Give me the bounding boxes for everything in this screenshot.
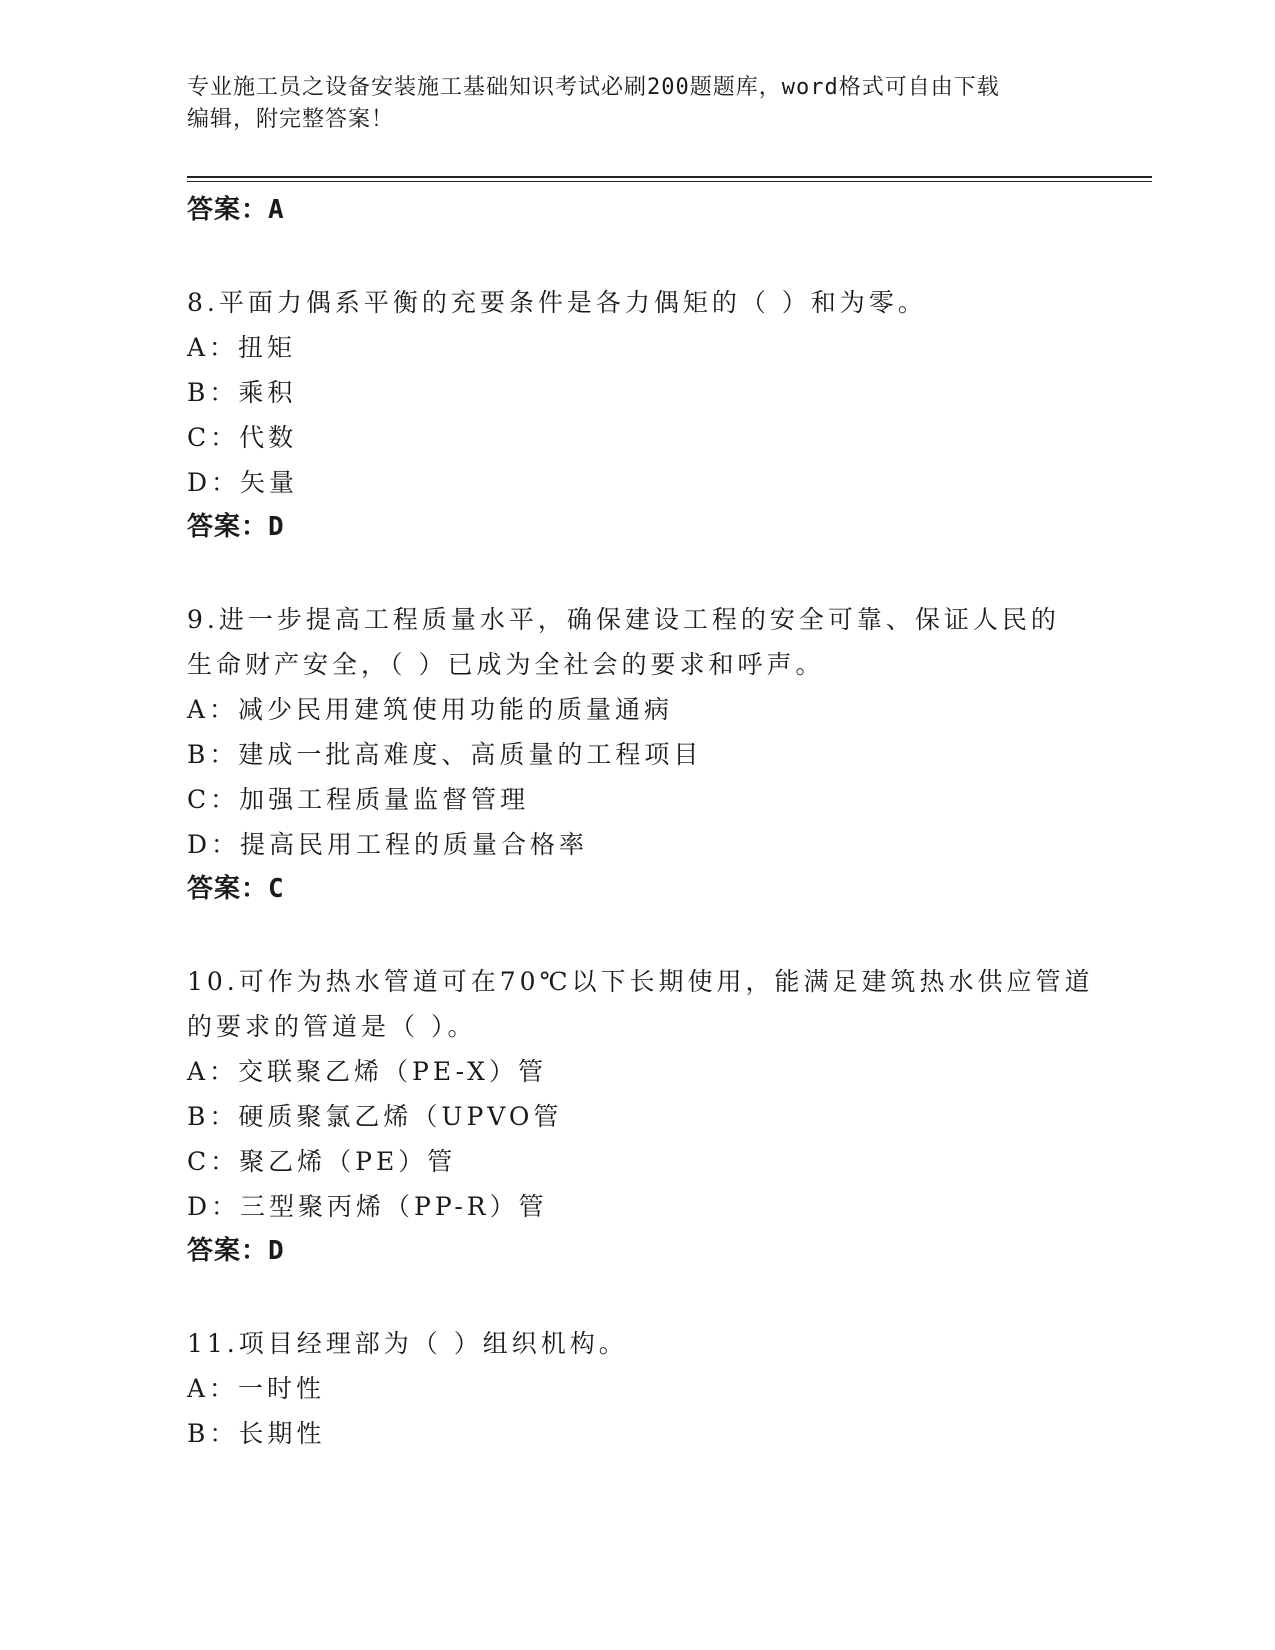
option-c: C：聚乙烯（PE）管 (187, 1147, 457, 1176)
option-a: A：一时性 (187, 1374, 326, 1403)
option-d: D：三型聚丙烯（PP-R）管 (187, 1192, 548, 1221)
question-11 (187, 1321, 1087, 1456)
header-line-2: 编辑，附完整答案！ (187, 107, 395, 132)
question-8 (187, 280, 1087, 550)
header-line-1: 专业施工员之设备安装施工基础知识考试必刷200题题库，word格式可自由下载 (187, 75, 1000, 100)
question-text-continued: 的要求的管道是（ ）。 (187, 1012, 477, 1041)
spacer (187, 233, 1087, 280)
question-text: 10.可作为热水管道可在70℃以下长期使用，能满足建筑热水供应管道 (187, 967, 1094, 996)
option-c: C：代数 (187, 423, 298, 452)
question-9 (187, 597, 1087, 912)
document-header (187, 72, 1067, 136)
answer-line: 答案：C (187, 874, 285, 904)
question-text: 11.项目经理部为（ ）组织机构。 (187, 1329, 628, 1358)
question-10 (187, 959, 1094, 1274)
question-text: 8.平面力偶系平衡的充要条件是各力偶矩的（ ）和为零。 (187, 288, 927, 317)
option-b: B：建成一批高难度、高质量的工程项目 (187, 740, 703, 769)
spacer (187, 1274, 1087, 1321)
header-rule-thin (187, 181, 1152, 182)
question-text-continued: 生命财产安全，（ ）已成为全社会的要求和呼声。 (187, 650, 825, 679)
option-b: B：乘积 (187, 378, 297, 407)
header-rule-thick (187, 176, 1152, 178)
option-a: A：交联聚乙烯（PE-X）管 (187, 1057, 547, 1086)
option-d: D：矢量 (187, 468, 299, 497)
spacer (187, 912, 1087, 959)
document-body (187, 188, 1094, 1456)
spacer (187, 550, 1087, 597)
option-a: A：减少民用建筑使用功能的质量通病 (187, 695, 674, 724)
answer-line: 答案：D (187, 512, 285, 542)
option-b: B：长期性 (187, 1419, 326, 1448)
option-c: C：加强工程质量监督管理 (187, 785, 530, 814)
question-text: 9.进一步提高工程质量水平，确保建设工程的安全可靠、保证人民的 (187, 605, 1060, 634)
answer-line: 答案：A (187, 195, 285, 225)
option-a: A：扭矩 (187, 333, 297, 362)
option-d: D：提高民用工程的质量合格率 (187, 830, 589, 859)
answer-line: 答案：D (187, 1236, 285, 1266)
option-b: B：硬质聚氯乙烯（UPVO管 (187, 1102, 563, 1131)
